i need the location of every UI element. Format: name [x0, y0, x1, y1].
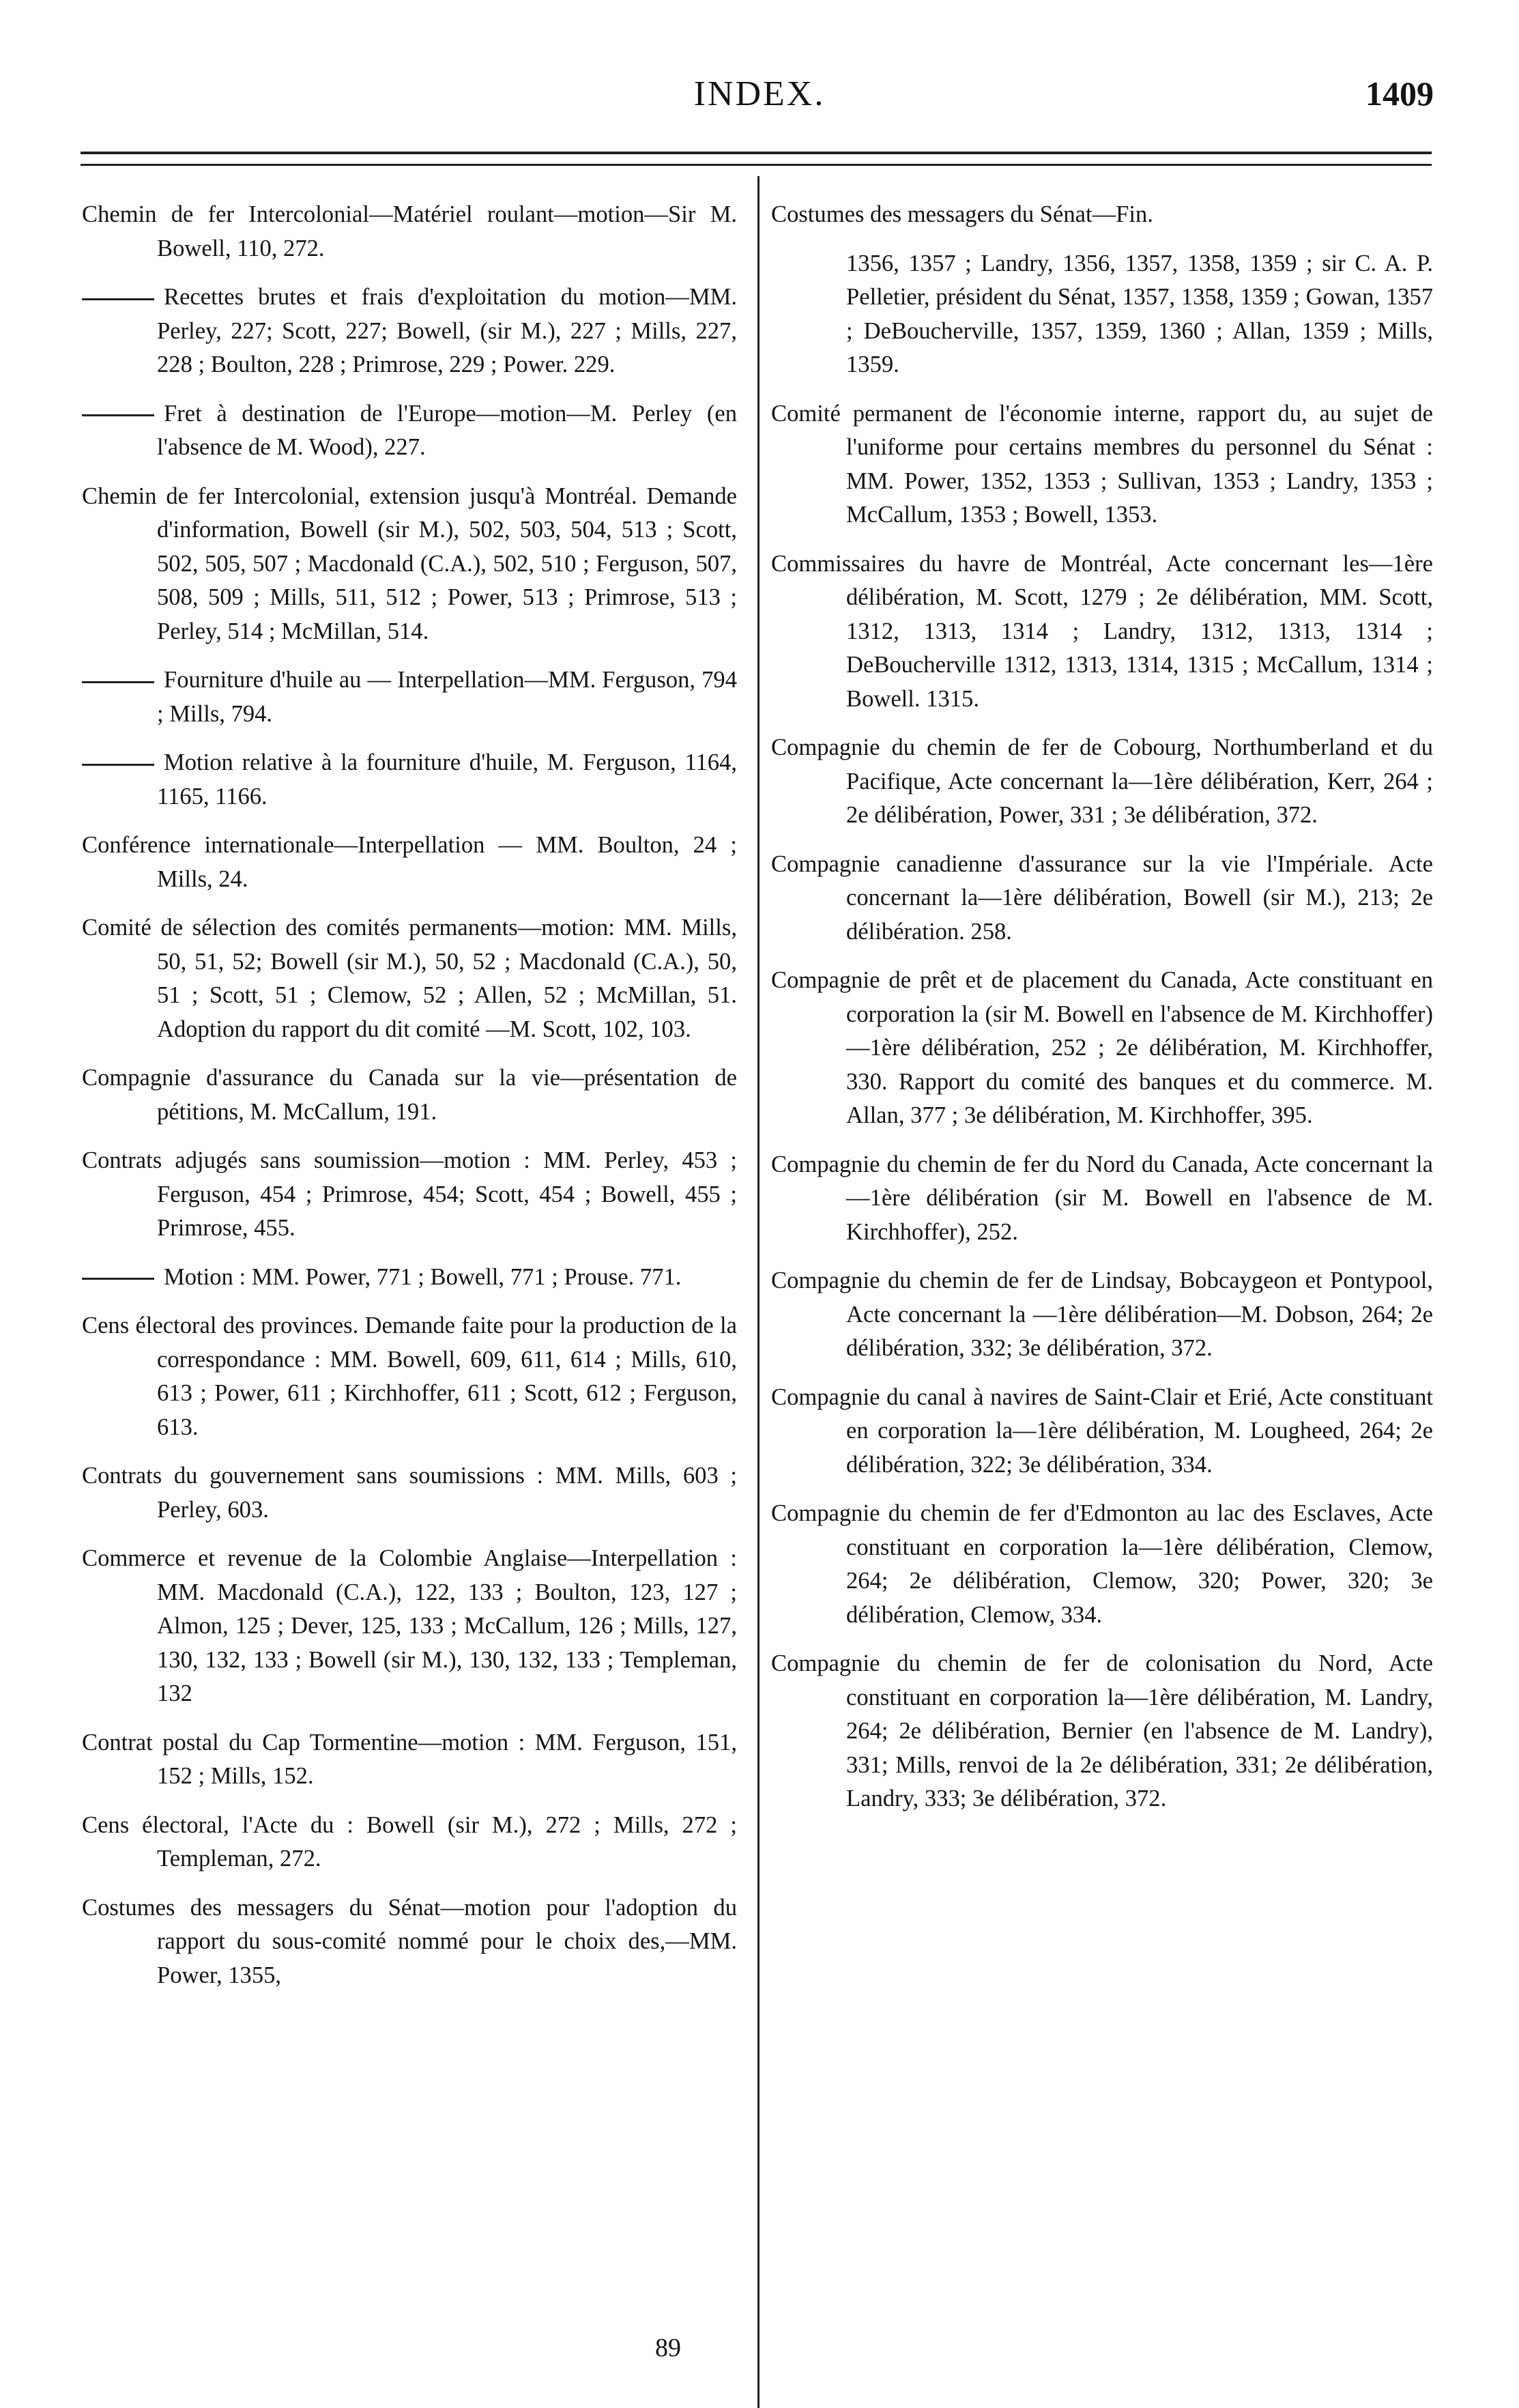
index-entry	[82, 911, 737, 1046]
index-entry	[82, 397, 737, 465]
index-entry-text: Costumes des messagers du Sénat—motion pour l'adoption du rapport du sous-comité nommé pour le choix des,—MM. Power, 1355,	[82, 1894, 737, 1988]
index-entry-text: Compagnie de prêt et de placement du Canada, Acte constituant en corporation la (sir M. Bowell en l'absence de M. Kirchhoffer)—1ère délibération, 252 ; 2e délibération, M. Kirchhoffer, 330. Rapport du comité des banques et du commerce. M. Allan, 377 ; 3e délibération, M. Kirchhoffer, 395.	[771, 967, 1433, 1128]
index-entry	[771, 247, 1433, 382]
page-title: INDEX.	[693, 74, 826, 113]
index-entry	[82, 1726, 737, 1794]
index-entry	[771, 1497, 1433, 1632]
index-entry-text: Cens électoral, l'Acte du : Bowell (sir M.), 272 ; Mills, 272 ; Templeman, 272.	[82, 1811, 737, 1872]
index-entry-text: Cens électoral des provinces. Demande faite pour la production de la correspondance : MM. Bowell, 609, 611, 614 ; Mills, 610, 613 ; Power, 611 ; Kirchhoffer, 611 ; Scott, 612 ; Ferguson, 613.	[82, 1313, 737, 1440]
index-entry-text: Compagnie du chemin de fer du Nord du Canada, Acte concernant la—1ère délibération (sir M. Bowell en l'absence de M. Kirchhoffer), 252.	[771, 1151, 1433, 1245]
index-entry	[771, 397, 1433, 532]
index-entry	[82, 198, 737, 266]
index-entry-text: Compagnie canadienne d'assurance sur la vie l'Impériale. Acte concernant la—1ère délibération, Bowell (sir M.), 213; 2e délibération. 258.	[771, 850, 1433, 945]
index-entry-text: Commissaires du havre de Montréal, Acte concernant les—1ère délibération, M. Scott, 1279 ; 2e délibération, MM. Scott, 1312, 1313, 1314 ; Landry, 1312, 1313, 1314 ; DeBoucherville 1312, 1313, 1314, 1315 ; McCallum, 1314 ; Bowell. 1315.	[771, 550, 1433, 712]
repeat-dash	[82, 414, 154, 416]
index-entry-text: Contrat postal du Cap Tormentine—motion : MM. Ferguson, 151, 152 ; Mills, 152.	[82, 1729, 737, 1789]
index-entry	[82, 1809, 737, 1876]
index-entry-text: Comité de sélection des comités permanents—motion: MM. Mills, 50, 51, 52; Bowell (sir M.), 50, 52 ; Macdonald (C.A.), 50, 51 ; Scott, 51 ; Clemow, 52 ; Allen, 52 ; McMillan, 51. Adoption du rapport du dit comité —M. Scott, 102, 103.	[82, 915, 737, 1042]
index-entry-text: Compagnie du chemin de fer de colonisation du Nord, Acte constituant en corporation la—1ère délibération, M. Landry, 264; 2e délibération, Bernier (en l'absence de M. Landry), 331; Mills, renvoi de la 2e délibération, 331; 2e délibération, Landry, 333; 3e délibération, 372.	[771, 1650, 1433, 1811]
left-column	[82, 198, 737, 2007]
index-entry-text: Compagnie du canal à navires de Saint-Clair et Erié, Acte constituant en corporation la—1ère délibération, M. Lougheed, 264; 2e délibération, 322; 3e délibération, 334.	[771, 1384, 1433, 1478]
index-entry	[82, 663, 737, 731]
index-entry	[771, 1647, 1433, 1816]
index-entry-text: Compagnie du chemin de fer d'Edmonton au lac des Esclaves, Acte constituant en corporation la—1ère délibération, Clemow, 264; 2e délibération, Clemow, 320; Power, 320; 3e délibération, Clemow, 334.	[771, 1500, 1433, 1628]
repeat-dash	[82, 1278, 154, 1280]
index-entry	[82, 1459, 737, 1527]
index-entry	[771, 1148, 1433, 1250]
index-entry-text: Contrats du gouvernement sans soumissions : MM. Mills, 603 ; Perley, 603.	[82, 1463, 737, 1523]
index-entry	[771, 1264, 1433, 1366]
index-entry-text: Fret à destination de l'Europe—motion—M. Perley (en l'absence de M. Wood), 227.	[157, 400, 737, 460]
column-divider	[757, 176, 760, 2408]
page-number: 1409	[1365, 74, 1434, 113]
index-entry	[82, 829, 737, 896]
index-entry	[82, 281, 737, 382]
index-entry-text: Motion relative à la fourniture d'huile, M. Ferguson, 1164, 1165, 1166.	[157, 749, 737, 809]
index-entry	[82, 1891, 737, 1993]
right-column	[771, 198, 1433, 1831]
index-entry-text: Conférence internationale—Interpellation — MM. Boulton, 24 ; Mills, 24.	[82, 832, 737, 892]
index-entry-text: Commerce et revenue de la Colombie Anglaise—Interpellation : MM. Macdonald (C.A.), 122, 133 ; Boulton, 123, 127 ; Almon, 125 ; Dever, 125, 133 ; McCallum, 126 ; Mills, 127, 130, 132, 133 ; Bowell (sir M.), 130, 132, 133 ; Templeman, 132	[82, 1545, 737, 1706]
index-entry	[771, 547, 1433, 717]
index-entry-text: 1356, 1357 ; Landry, 1356, 1357, 1358, 1359 ; sir C. A. P. Pelletier, président du Sénat, 1357, 1358, 1359 ; Gowan, 1357 ; DeBoucherville, 1357, 1359, 1360 ; Allan, 1359 ; Mills, 1359.	[846, 250, 1433, 377]
index-entry	[771, 1381, 1433, 1482]
index-entry	[82, 746, 737, 814]
index-entry	[771, 731, 1433, 833]
signature-mark: 89	[655, 2334, 681, 2362]
index-entry-text: Chemin de fer Intercolonial—Matériel roulant—motion—Sir M. Bowell, 110, 272.	[82, 201, 737, 261]
index-entry-text: Recettes brutes et frais d'exploitation du motion—MM. Perley, 227; Scott, 227; Bowell, (sir M.), 227 ; Mills, 227, 228 ; Boulton, 228 ; Primrose, 229 ; Power. 229.	[157, 284, 737, 377]
header-rule-bottom	[81, 164, 1432, 166]
index-entry	[82, 480, 737, 649]
index-entry-text: Motion : MM. Power, 771 ; Bowell, 771 ; Prouse. 771.	[164, 1263, 682, 1290]
index-entry	[771, 964, 1433, 1133]
index-entry-text: Fourniture d'huile au — Interpellation—MM. Ferguson, 794 ; Mills, 794.	[157, 667, 737, 727]
index-entry-text: Compagnie d'assurance du Canada sur la vie—présentation de pétitions, M. McCallum, 191.	[82, 1065, 737, 1125]
index-entry-text: Compagnie du chemin de fer de Lindsay, Bobcaygeon et Pontypool, Acte concernant la —1ère délibération—M. Dobson, 264; 2e délibération, 332; 3e délibération, 372.	[771, 1267, 1433, 1361]
index-entry-text: Chemin de fer Intercolonial, extension jusqu'à Montréal. Demande d'information, Bowell (sir M.), 502, 503, 504, 513 ; Scott, 502, 505, 507 ; Macdonald (C.A.), 502, 510 ; Ferguson, 507, 508, 509 ; Mills, 511, 512 ; Power, 513 ; Primrose, 513 ; Perley, 514 ; McMillan, 514.	[82, 483, 737, 644]
index-entry	[82, 1144, 737, 1246]
index-entry-text: Costumes des messagers du Sénat—Fin.	[771, 201, 1153, 227]
index-entry	[771, 198, 1433, 232]
index-entry-text: Compagnie du chemin de fer de Cobourg, Northumberland et du Pacifique, Acte concernant la—1ère délibération, Kerr, 264 ; 2e délibération, Power, 331 ; 3e délibération, 372.	[771, 734, 1433, 828]
header-rule-top	[81, 152, 1432, 154]
index-entry	[771, 848, 1433, 949]
index-entry	[82, 1542, 737, 1711]
running-head	[0, 74, 1519, 128]
index-entry-text: Contrats adjugés sans soumission—motion : MM. Perley, 453 ; Ferguson, 454 ; Primrose, 454; Scott, 454 ; Bowell, 455 ; Primrose, 455.	[82, 1147, 737, 1241]
repeat-dash	[82, 298, 154, 300]
repeat-dash	[82, 681, 154, 683]
index-entry	[82, 1309, 737, 1444]
index-entry	[82, 1261, 737, 1295]
index-entry	[82, 1061, 737, 1129]
index-entry-text: Comité permanent de l'économie interne, rapport du, au sujet de l'uniforme pour certains membres du personnel du Sénat : MM. Power, 1352, 1353 ; Sullivan, 1353 ; Landry, 1353 ; McCallum, 1353 ; Bowell, 1353.	[771, 400, 1433, 528]
repeat-dash	[82, 764, 154, 766]
